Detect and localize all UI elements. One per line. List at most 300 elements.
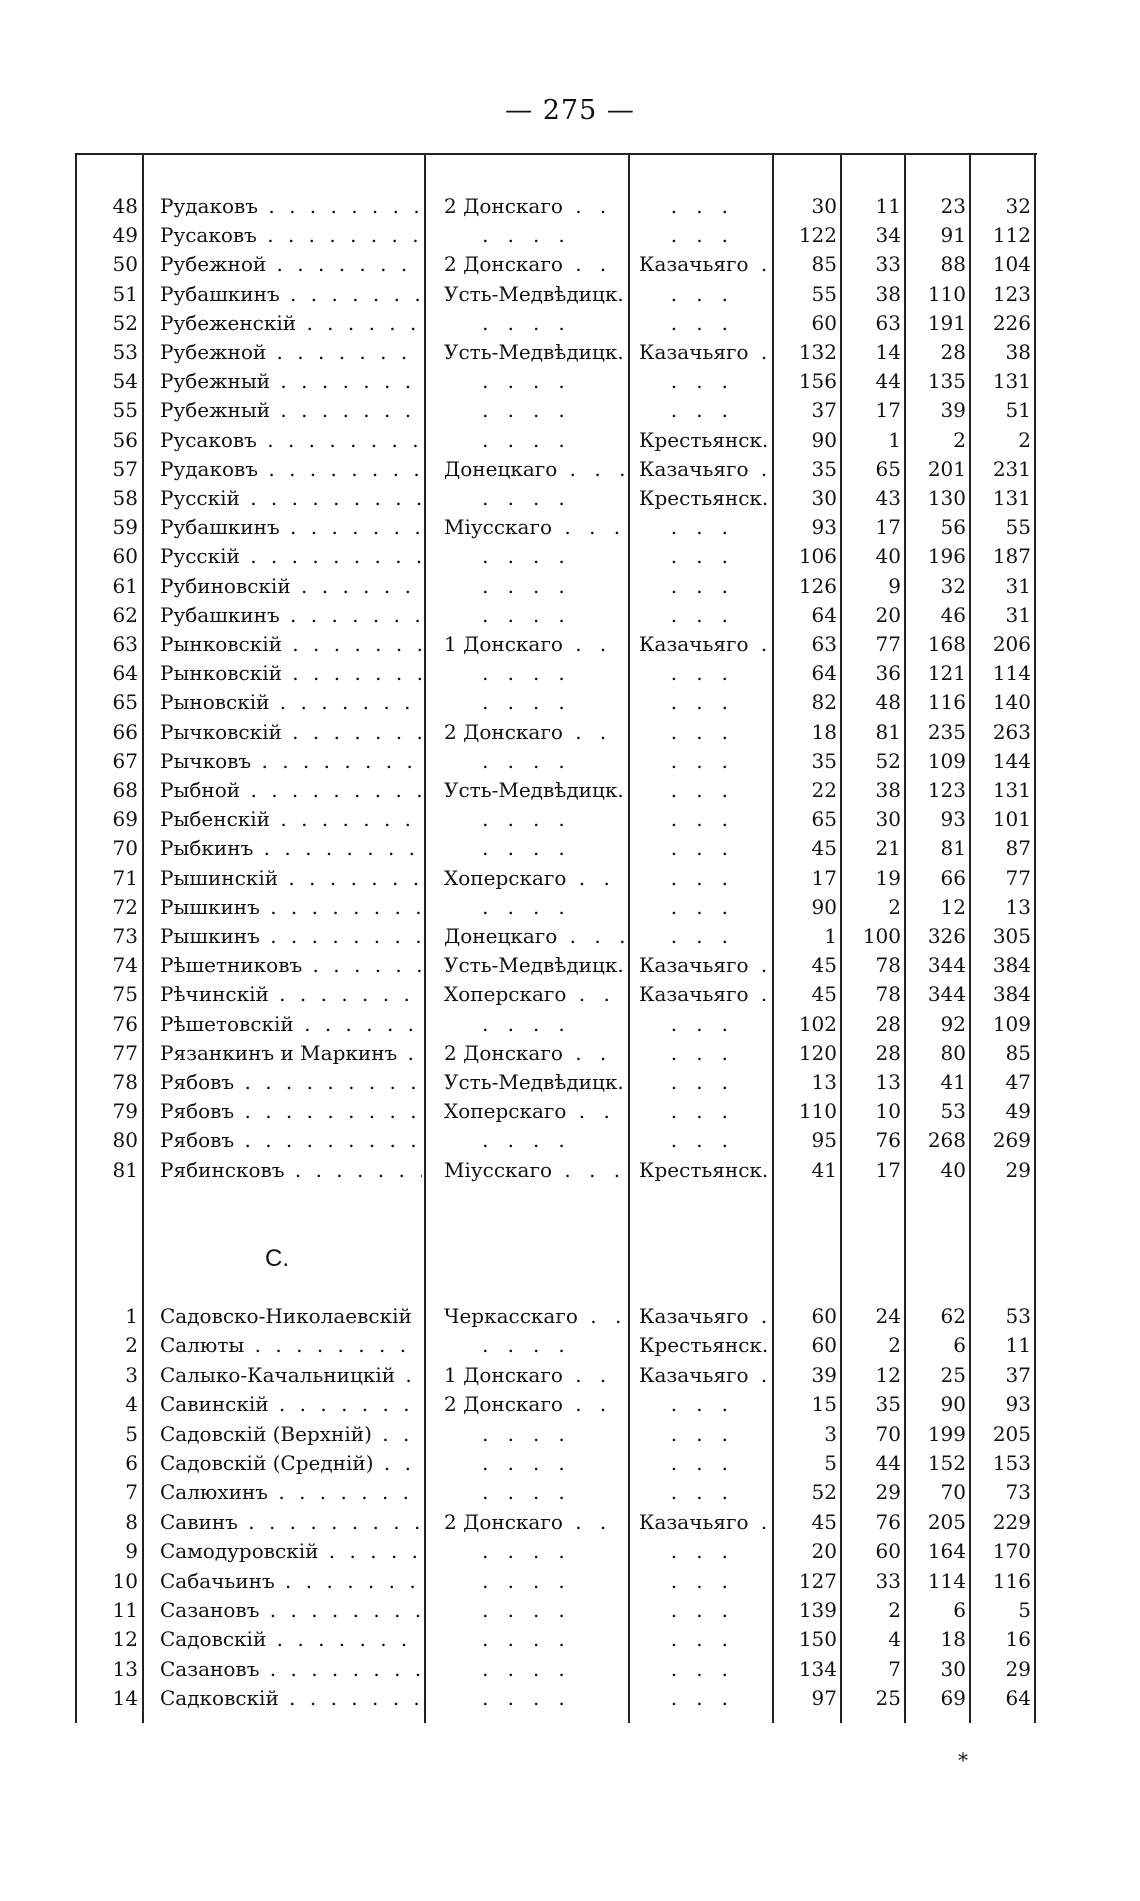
settlement-type [639,718,771,747]
row-number: 49 [112,223,138,248]
value-3: 2 [953,427,966,452]
value-3: 23 [940,194,966,218]
value-1: 13 [811,1070,837,1094]
settlement-type [639,747,771,776]
value-4: 109 [992,1011,1031,1036]
table-row [0,221,1140,250]
settlement-type: Крестьянск. . . . [639,426,771,455]
settlement-type: Казачьяго . . . [639,338,771,367]
district [444,1537,626,1566]
value-4: 305 [992,924,1031,948]
value-4: 104 [992,252,1031,277]
settlement-type [639,1655,771,1684]
place-name: Садовско-Николаевскій . . . [160,1302,422,1331]
table-row [0,1126,1140,1155]
value-3: 344 [927,953,966,978]
table-row [0,367,1140,396]
row-number: 14 [112,1686,138,1711]
value-1: 17 [811,865,837,890]
place-name: Рѣчинскій . . . [160,980,422,1009]
place-name: Рябовъ . . . [160,1097,422,1126]
district [444,1596,626,1625]
value-4: 384 [992,982,1031,1007]
settlement-type [639,309,771,338]
value-2: 76 [875,1509,901,1534]
table-row [0,922,1140,951]
district [444,484,626,513]
value-4: 112 [992,223,1031,248]
value-3: 88 [940,252,966,277]
value-2: 9 [888,573,901,598]
value-3: 326 [927,924,966,948]
table-row [0,1567,1140,1596]
value-1: 122 [798,223,837,248]
row-number: 64 [112,661,138,686]
place-name: Рынковскій . . . [160,659,422,688]
table-row [0,1068,1140,1097]
row-number: 62 [112,602,138,627]
place-name: Рудаковъ . . . [160,192,422,221]
settlement-type [639,1068,771,1097]
value-3: 205 [927,1509,966,1534]
row-number: 5 [125,1421,138,1446]
place-name: Сазановъ . . . [160,1655,422,1684]
value-2: 17 [875,1157,901,1182]
value-4: 269 [992,1128,1031,1153]
value-2: 13 [875,1070,901,1094]
value-1: 60 [811,1304,837,1328]
settlement-type [639,1596,771,1625]
place-name: Савинскій . . . [160,1390,422,1419]
row-number: 68 [112,778,138,802]
table-row [0,630,1140,659]
district: Донецкаго . . . [444,455,626,484]
place-name: Русскій . . . [160,542,422,571]
place-name: Рычковскій . . . [160,718,422,747]
value-2: 2 [888,894,901,919]
value-3: 18 [940,1627,966,1652]
value-2: 10 [875,1099,901,1124]
table-row [0,250,1140,279]
value-3: 69 [940,1686,966,1711]
district: 2 Донскаго . . . [444,718,626,747]
value-1: 60 [811,310,837,335]
value-4: 29 [1005,1656,1031,1681]
value-4: 131 [992,778,1031,802]
place-name: Сабачьинъ . . . [160,1567,422,1596]
value-2: 30 [875,807,901,832]
table-row [0,396,1140,425]
value-3: 62 [940,1304,966,1328]
footnote-mark: * [958,1748,968,1772]
district: Хоперскаго . . . [444,1097,626,1126]
value-2: 70 [875,1421,901,1446]
table-row [0,309,1140,338]
settlement-type [639,572,771,601]
place-name: Рубашкинъ . . . [160,513,422,542]
place-name: Рыновскій . . . [160,688,422,717]
value-2: 17 [875,515,901,540]
place-name: Рубашкинъ . . . [160,601,422,630]
value-2: 35 [875,1392,901,1417]
place-name: Садовскій (Верхній) . . . [160,1420,422,1449]
place-name: Русаковъ . . . [160,426,422,455]
value-2: 78 [875,953,901,978]
district: Міусскаго . . . [444,1156,626,1185]
row-number: 74 [112,953,138,978]
settlement-type [639,1420,771,1449]
district: Донецкаго . . . [444,922,626,951]
value-4: 131 [992,369,1031,394]
value-1: 82 [811,690,837,715]
value-4: 205 [992,1421,1031,1446]
row-number: 7 [125,1480,138,1505]
value-4: 93 [1005,1392,1031,1417]
value-1: 110 [798,1099,837,1124]
value-4: 55 [1005,515,1031,540]
place-name: Салыко-Качальницкій . . . [160,1361,422,1390]
value-2: 14 [875,340,901,364]
value-2: 65 [875,456,901,481]
value-3: 121 [927,661,966,686]
district [444,1684,626,1713]
settlement-type [639,834,771,863]
row-number: 3 [125,1362,138,1387]
row-number: 10 [112,1568,138,1593]
row-number: 12 [112,1627,138,1652]
value-2: 25 [875,1686,901,1711]
settlement-type [639,1478,771,1507]
value-3: 109 [927,748,966,773]
place-name: Рычковъ . . . [160,747,422,776]
place-name: Рыбкинъ . . . [160,834,422,863]
value-2: 7 [888,1656,901,1681]
value-1: 90 [811,894,837,919]
place-name: Савинъ . . . [160,1508,422,1537]
table-row [0,805,1140,834]
table-row [0,426,1140,455]
value-3: 90 [940,1392,966,1417]
row-number: 48 [112,194,138,218]
table-row [0,776,1140,805]
value-3: 116 [927,690,966,715]
settlement-type: Казачьяго . . . [639,1508,771,1537]
page-number: — 275 — [505,95,635,126]
value-1: 30 [811,194,837,218]
row-number: 4 [125,1392,138,1417]
value-4: 85 [1005,1040,1031,1065]
value-4: 123 [992,281,1031,306]
table-row [0,1097,1140,1126]
value-1: 30 [811,486,837,510]
settlement-type [639,864,771,893]
value-2: 60 [875,1539,901,1564]
settlement-type [639,513,771,542]
value-1: 95 [811,1128,837,1153]
value-2: 28 [875,1040,901,1065]
row-number: 67 [112,748,138,773]
value-2: 29 [875,1480,901,1505]
district [444,659,626,688]
table-row [0,659,1140,688]
place-name: Русаковъ . . . [160,221,422,250]
district: Усть-Медвѣдицк. . . . [444,338,626,367]
value-3: 32 [940,573,966,598]
value-1: 35 [811,456,837,481]
value-2: 4 [888,1627,901,1652]
value-3: 152 [927,1451,966,1475]
value-4: 131 [992,486,1031,510]
value-3: 41 [940,1070,966,1094]
place-name: Рыбенскій . . . [160,805,422,834]
value-3: 70 [940,1480,966,1505]
value-1: 106 [798,544,837,569]
value-3: 28 [940,340,966,364]
place-name: Рубиновскій . . . [160,572,422,601]
row-number: 61 [112,573,138,598]
district: 1 Донскаго . . . [444,1361,626,1390]
place-name: Рубежный . . . [160,367,422,396]
value-2: 63 [875,310,901,335]
value-2: 12 [875,1362,901,1387]
table-row [0,1039,1140,1068]
table-row [0,951,1140,980]
value-4: 53 [1005,1304,1031,1328]
settlement-type: Казачьяго . . . [639,630,771,659]
district [444,542,626,571]
row-number: 76 [112,1011,138,1036]
table-row [0,1596,1140,1625]
value-4: 31 [1005,573,1031,598]
value-3: 25 [940,1362,966,1387]
settlement-type: Крестьянск. . . . [639,1156,771,1185]
value-3: 56 [940,515,966,540]
settlement-type [639,1126,771,1155]
value-3: 91 [940,223,966,248]
value-3: 164 [927,1539,966,1564]
settlement-type: Крестьянск. . . . [639,1331,771,1360]
value-1: 1 [824,924,837,948]
row-number: 2 [125,1333,138,1358]
value-3: 135 [927,369,966,394]
settlement-type [639,221,771,250]
settlement-type [639,192,771,221]
row-number: 56 [112,427,138,452]
district [444,688,626,717]
value-2: 48 [875,690,901,715]
settlement-type: Крестьянск. . . . [639,484,771,513]
district: Усть-Медвѣдицк. . . . [444,951,626,980]
district [444,426,626,455]
value-2: 19 [875,865,901,890]
value-1: 132 [798,340,837,364]
district: Хоперскаго . . . [444,864,626,893]
row-number: 77 [112,1040,138,1065]
place-name: Рыбной . . . [160,776,422,805]
value-3: 110 [927,281,966,306]
row-number: 78 [112,1070,138,1094]
value-4: 263 [992,719,1031,744]
table-row [0,1684,1140,1713]
table-row [0,542,1140,571]
place-name: Рынковскій . . . [160,630,422,659]
settlement-type [639,805,771,834]
table-row [0,572,1140,601]
value-4: 116 [992,1568,1031,1593]
table-row [0,1331,1140,1360]
district: Усть-Медвѣдицк. . . . [444,1068,626,1097]
value-2: 20 [875,602,901,627]
value-2: 33 [875,252,901,277]
value-1: 55 [811,281,837,306]
district [444,221,626,250]
value-3: 196 [927,544,966,569]
value-4: 153 [992,1451,1031,1475]
settlement-type [639,1625,771,1654]
value-3: 168 [927,632,966,656]
value-3: 46 [940,602,966,627]
value-1: 120 [798,1040,837,1065]
table-row [0,1478,1140,1507]
table-row [0,718,1140,747]
place-name: Рышкинъ . . . [160,922,422,951]
settlement-type [639,280,771,309]
value-1: 85 [811,252,837,277]
table-row [0,1361,1140,1390]
value-1: 45 [811,953,837,978]
value-4: 226 [992,310,1031,335]
place-name: Садовскій . . . [160,1625,422,1654]
value-3: 93 [940,807,966,832]
value-3: 39 [940,398,966,423]
settlement-type [639,1097,771,1126]
value-4: 101 [992,807,1031,832]
place-name: Рязанкинъ и Маркинъ . . . [160,1039,422,1068]
value-1: 126 [798,573,837,598]
value-1: 37 [811,398,837,423]
settlement-type [639,1567,771,1596]
value-4: 170 [992,1539,1031,1564]
value-2: 76 [875,1128,901,1153]
place-name: Рябовъ . . . [160,1068,422,1097]
row-number: 6 [125,1451,138,1475]
value-4: 187 [992,544,1031,569]
value-1: 15 [811,1392,837,1417]
value-4: 231 [992,456,1031,481]
value-2: 100 [862,924,901,948]
district [444,601,626,630]
district: Міусскаго . . . [444,513,626,542]
value-4: 5 [1018,1598,1031,1622]
row-number: 58 [112,486,138,510]
settlement-type: Казачьяго . . . [639,1302,771,1331]
value-2: 81 [875,719,901,744]
table-row [0,1537,1140,1566]
row-number: 54 [112,369,138,394]
place-name: Салюхинъ . . . [160,1478,422,1507]
value-1: 63 [811,632,837,656]
settlement-type: Казачьяго . . . [639,455,771,484]
table-row [0,980,1140,1009]
value-3: 130 [927,486,966,510]
value-1: 22 [811,778,837,802]
value-4: 384 [992,953,1031,978]
row-number: 55 [112,398,138,423]
table-row [0,1420,1140,1449]
settlement-type [639,1537,771,1566]
value-4: 38 [1005,340,1031,364]
value-4: 87 [1005,836,1031,861]
district: Усть-Медвѣдицк. . . . [444,776,626,805]
value-1: 150 [798,1627,837,1652]
district [444,805,626,834]
settlement-type [639,1684,771,1713]
value-2: 11 [875,194,901,218]
row-number: 13 [112,1656,138,1681]
district [444,834,626,863]
value-1: 20 [811,1539,837,1564]
value-3: 80 [940,1040,966,1065]
district: 2 Донскаго . . . [444,250,626,279]
value-1: 41 [811,1157,837,1182]
district [444,1420,626,1449]
row-number: 75 [112,982,138,1007]
value-4: 229 [992,1509,1031,1534]
row-number: 70 [112,836,138,861]
place-name: Рубашкинъ . . . [160,280,422,309]
place-name: Русскій . . . [160,484,422,513]
place-name: Рябовъ . . . [160,1126,422,1155]
table-row [0,1508,1140,1537]
value-2: 2 [888,1598,901,1622]
settlement-type [639,1010,771,1039]
district [444,1655,626,1684]
district: 1 Донскаго . . . [444,630,626,659]
value-2: 44 [875,369,901,394]
value-3: 30 [940,1656,966,1681]
district: 2 Донскаго . . . [444,1390,626,1419]
table-row [0,1625,1140,1654]
place-name: Рышинскій . . . [160,864,422,893]
value-2: 33 [875,1568,901,1593]
district: 2 Донскаго . . . [444,1508,626,1537]
value-2: 52 [875,748,901,773]
table-row [0,864,1140,893]
row-number: 1 [125,1304,138,1328]
value-1: 156 [798,369,837,394]
value-2: 77 [875,632,901,656]
row-number: 73 [112,924,138,948]
value-2: 40 [875,544,901,569]
value-4: 144 [992,748,1031,773]
table-top-rule [75,153,1037,155]
value-2: 36 [875,661,901,686]
district [444,1331,626,1360]
value-4: 29 [1005,1157,1031,1182]
table-row [0,484,1140,513]
district: 2 Донскаго . . . [444,192,626,221]
row-number: 50 [112,252,138,277]
value-4: 49 [1005,1099,1031,1124]
settlement-type: Казачьяго . . . [639,980,771,1009]
settlement-type [639,688,771,717]
settlement-type [639,776,771,805]
value-1: 139 [798,1598,837,1622]
value-1: 3 [824,1421,837,1446]
row-number: 66 [112,719,138,744]
row-number: 57 [112,456,138,481]
settlement-type [639,659,771,688]
